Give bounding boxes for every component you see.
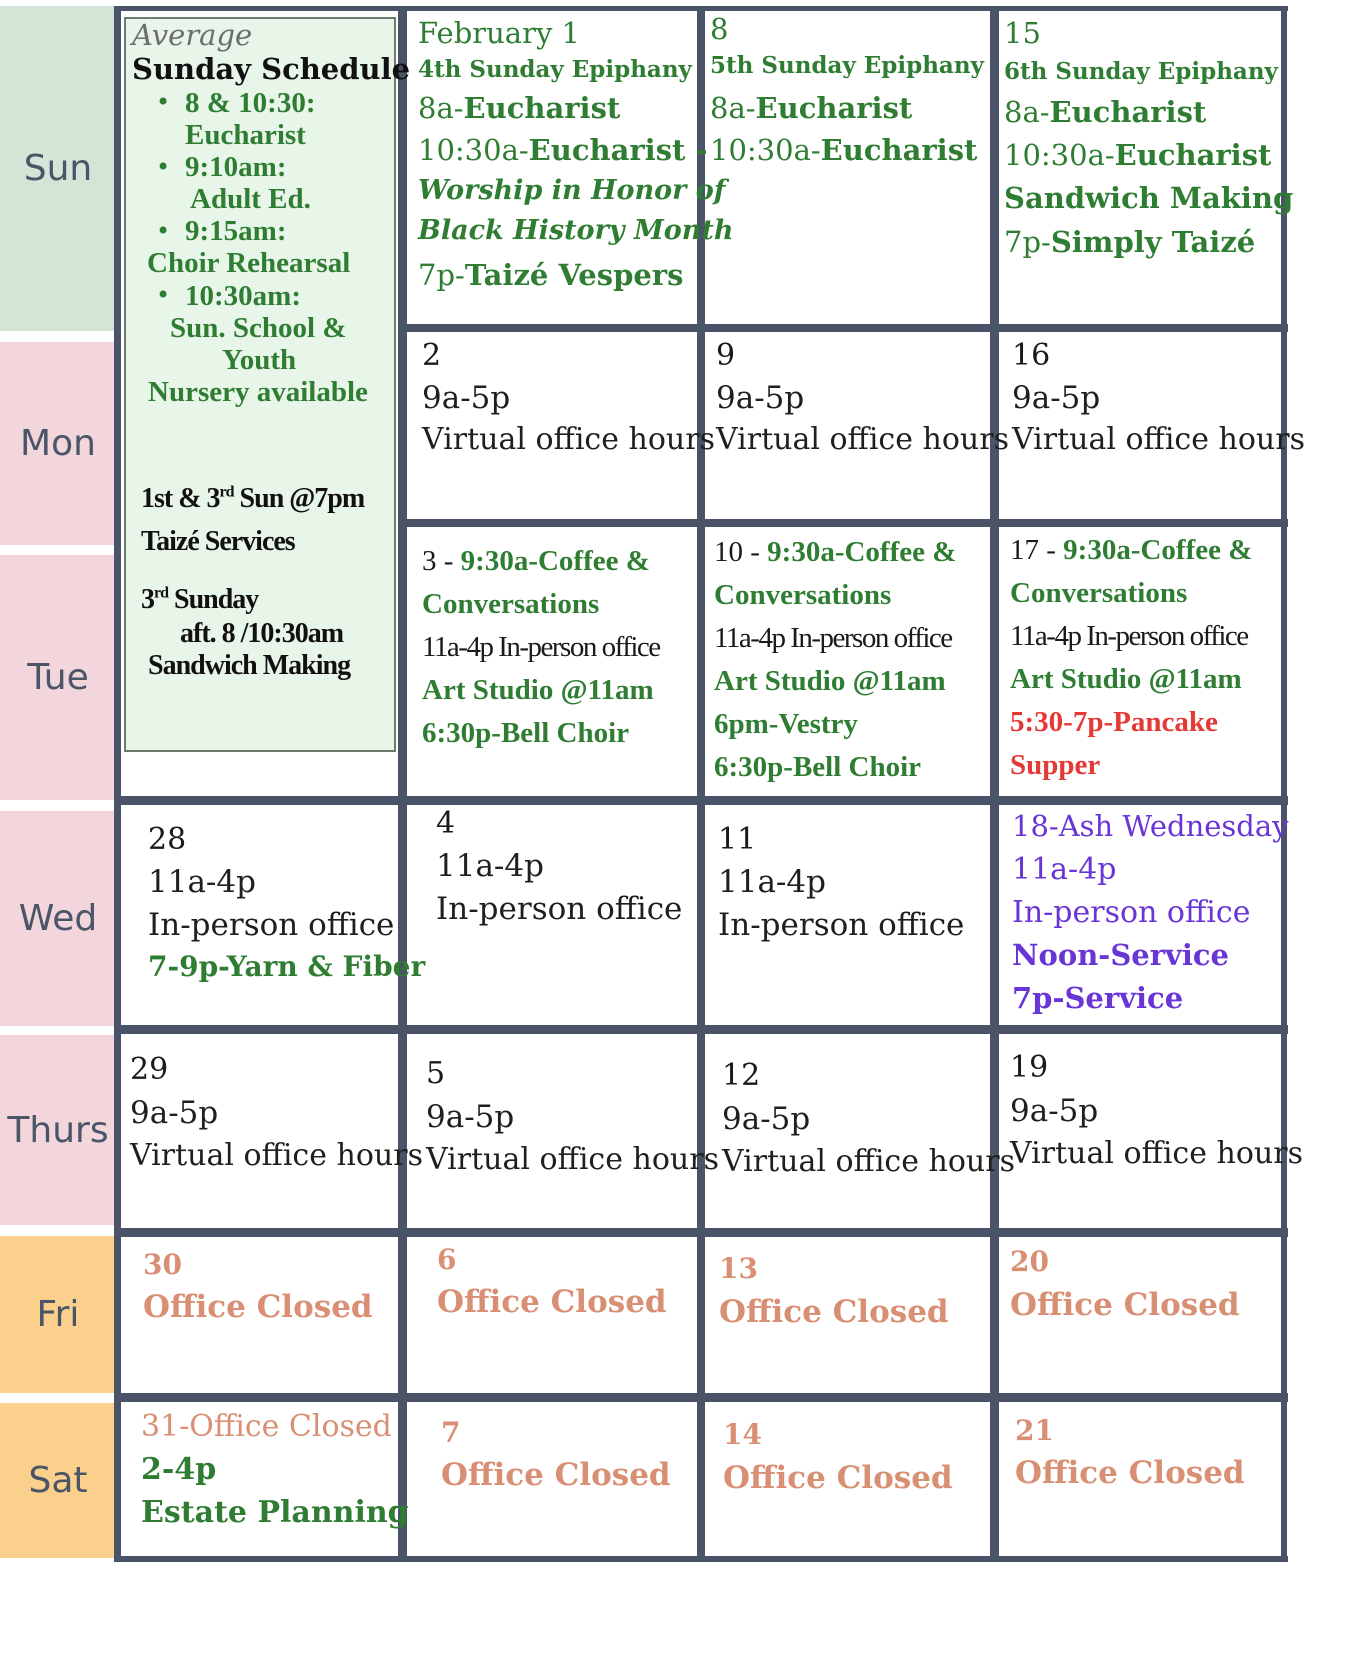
event-title: Eucharist [755, 91, 913, 125]
day-label-text: Sat [28, 1460, 88, 1501]
event-title: Virtual office hours [426, 1142, 719, 1177]
taize-post: Sun @7pm [233, 483, 365, 514]
event-title: In-person office [436, 891, 683, 927]
event-title: Conversations [422, 588, 600, 620]
event-time: 7p- [1004, 225, 1051, 259]
day-label-text: Mon [20, 423, 96, 464]
date-label: 9 [716, 338, 736, 373]
event-note: Worship in Honor of [418, 175, 726, 206]
grid-row-2 [407, 519, 1288, 527]
sunday-title: 6th Sunday Epiphany [1004, 58, 1278, 85]
grid-col-3 [990, 6, 999, 1562]
schedule-item-desc: Nursery available [148, 376, 368, 408]
event-line: 11a-4p In-person office [714, 622, 952, 654]
taize-services-label: Taizé Services [141, 526, 295, 557]
event-title: Eucharist [463, 91, 621, 125]
event-time: 9a-5p [422, 380, 511, 416]
date-label: 29 [130, 1052, 169, 1087]
day-label-wed [0, 811, 116, 1026]
event-title: Noon-Service [1012, 938, 1229, 972]
schedule-item-time: 8 & 10:30: [185, 87, 316, 119]
date-label: 12 [722, 1058, 761, 1093]
event-title: Conversations [1010, 577, 1188, 609]
sunday-title: 5th Sunday Epiphany [710, 52, 984, 79]
event-time: 10:30a- [1004, 138, 1115, 172]
day-label-text: Tue [27, 657, 89, 698]
event-time: 8a- [1004, 95, 1050, 129]
event-title: Virtual office hours [130, 1138, 423, 1173]
event-time: 9a-5p [1012, 380, 1101, 416]
schedule-item-desc: Eucharist [185, 119, 306, 151]
office-closed-label: Office Closed [723, 1460, 953, 1496]
event-title: 6pm-Vestry [714, 708, 858, 740]
schedule-item-desc: Youth [222, 344, 297, 376]
day-label-sat [0, 1403, 116, 1558]
schedule-item-time: 9:10am: [185, 151, 287, 183]
schedule-heading-average: Average [132, 18, 253, 52]
office-closed-label: Office Closed [1010, 1287, 1240, 1323]
date-label: 20 [1010, 1245, 1049, 1278]
event-line [1004, 95, 1206, 129]
event-time: 9a-5p [130, 1095, 219, 1131]
event-title: Eucharist [1049, 95, 1207, 129]
day-label-fri [0, 1236, 116, 1393]
event-title: 7-9p-Yarn & Fiber [148, 950, 426, 983]
date-label: 18-Ash Wednesday [1012, 809, 1289, 843]
date-label: 15 [1004, 16, 1041, 50]
event-time: 9a-5p [716, 380, 805, 416]
event-title: 9:30a-Coffee & [1063, 534, 1253, 566]
event-line [418, 91, 620, 125]
sandwich-post: Sunday [168, 584, 259, 615]
event-time: 10:30a- [418, 133, 529, 167]
date-label: 5 [426, 1056, 446, 1091]
event-time: 9a-5p [722, 1101, 811, 1137]
date-label: 14 [723, 1418, 762, 1451]
event-title: Supper [1010, 749, 1101, 781]
grid-row-4 [120, 1025, 1288, 1034]
bullet-icon: • [156, 153, 171, 181]
event-line [418, 133, 708, 167]
event-title: Art Studio @11am [422, 674, 654, 706]
date-label: 17 - [1010, 534, 1064, 566]
sandwich-time: aft. 8 /10:30am [180, 618, 344, 649]
event-title: In-person office [148, 907, 395, 943]
schedule-item-desc: Adult Ed. [190, 183, 311, 215]
event-time: 8a- [418, 91, 464, 125]
grid-col-1 [398, 6, 407, 1562]
event-title: In-person office [718, 907, 965, 943]
event-time: 11a-4p [1012, 852, 1117, 887]
office-closed-label: 31-Office Closed [141, 1409, 392, 1444]
bullet-icon: • [156, 281, 171, 309]
day-label-tue [0, 555, 116, 800]
event-line [710, 91, 912, 125]
day-label-mon [0, 342, 116, 545]
schedule-item-time: 9:15am: [185, 215, 287, 247]
office-closed-label: Office Closed [143, 1289, 373, 1325]
event-title: Virtual office hours [1012, 422, 1305, 457]
event-line: 11a-4p In-person office [1010, 620, 1248, 652]
day-label-text: Fri [36, 1294, 80, 1335]
event-title: 5:30-7p-Pancake [1010, 706, 1218, 738]
office-closed-label: Office Closed [437, 1284, 667, 1320]
event-title: Art Studio @11am [714, 665, 946, 697]
date-label: 6 [437, 1243, 457, 1276]
event-line [1004, 225, 1255, 259]
office-closed-label: Office Closed [441, 1457, 671, 1493]
event-line [1004, 138, 1271, 172]
day-label-text: Wed [18, 898, 98, 939]
event-note: Black History Month [418, 215, 734, 246]
date-label: 3 - [422, 545, 461, 577]
event-title: Simply Taizé [1050, 225, 1256, 259]
event-time: 8a- [710, 91, 756, 125]
event-title: Virtual office hours [722, 1144, 1015, 1179]
event-time: 2-4p [141, 1452, 217, 1487]
schedule-heading: Sunday Schedule [132, 52, 411, 86]
event-line [710, 133, 977, 167]
office-closed-label: Office Closed [1015, 1455, 1245, 1491]
date-label: 21 [1015, 1414, 1054, 1447]
grid-row-6 [120, 1393, 1288, 1402]
date-label: 10 - [714, 536, 768, 568]
date-label: 7 [441, 1416, 461, 1449]
taize-schedule-line [141, 484, 364, 513]
grid-row-1 [407, 324, 1288, 332]
event-time: 9a-5p [1010, 1093, 1099, 1129]
date-label: 2 [422, 338, 442, 373]
date-label: 13 [719, 1252, 758, 1285]
bullet-icon: • [156, 88, 171, 116]
event-title: Eucharist - [528, 133, 708, 167]
date-label: 16 [1012, 338, 1051, 373]
grid-outer-right [1281, 6, 1287, 1562]
event-line [418, 258, 683, 292]
event-time: 11a-4p [436, 848, 544, 884]
day-label-thu [0, 1035, 116, 1225]
event-title: Virtual office hours [1010, 1136, 1303, 1171]
grid-row-3 [120, 796, 1288, 805]
event-title: Virtual office hours [422, 422, 715, 457]
date-label: 19 [1010, 1050, 1049, 1085]
grid-outer-left [114, 6, 121, 1562]
event-title: Virtual office hours [716, 422, 1009, 457]
taize-sup: rd [219, 483, 234, 501]
day-label-sun [0, 6, 116, 331]
day-label-text: Thurs [7, 1109, 109, 1151]
event-line [1010, 534, 1252, 567]
event-title: 6:30p-Bell Choir [422, 717, 630, 749]
date-label: 4 [436, 806, 456, 841]
event-title: 9:30a-Coffee & [767, 536, 957, 568]
taize-pre: 1st & 3 [141, 483, 220, 514]
event-title: Estate Planning [141, 1495, 409, 1530]
sunday-title: 4th Sunday Epiphany [418, 56, 692, 83]
event-title: 9:30a-Coffee & [460, 545, 650, 577]
date-label: 11 [718, 822, 757, 857]
event-time: 11a-4p [148, 864, 256, 900]
office-closed-label: Office Closed [719, 1294, 949, 1330]
event-title: Eucharist [820, 133, 978, 167]
event-line: 11a-4p In-person office [422, 631, 660, 663]
sandwich-label: Sandwich Making [148, 650, 351, 681]
event-line [714, 536, 956, 569]
event-title: 7p-Service [1012, 981, 1184, 1015]
event-time: 9a-5p [426, 1099, 515, 1135]
event-title: Taizé Vespers [464, 258, 684, 292]
event-title: Sandwich Making [1004, 181, 1294, 215]
sandwich-pre: 3 [141, 584, 154, 615]
schedule-item-desc: Sun. School & [170, 312, 347, 344]
date-label: 28 [148, 822, 187, 857]
event-time: 10:30a- [710, 133, 821, 167]
date-label: 8 [710, 12, 729, 46]
event-title: In-person office [1012, 895, 1251, 930]
sandwich-sup: rd [154, 584, 168, 602]
grid-row-5 [120, 1228, 1288, 1237]
event-time: 7p- [418, 258, 465, 292]
schedule-item-desc: Choir Rehearsal [147, 247, 351, 279]
event-time: 11a-4p [718, 864, 826, 900]
event-title: Art Studio @11am [1010, 663, 1242, 695]
day-label-text: Sun [23, 148, 93, 189]
event-line [422, 545, 650, 578]
date-label: 30 [143, 1248, 182, 1281]
sandwich-schedule-line [141, 585, 258, 614]
bullet-icon: • [156, 217, 171, 245]
event-title: Conversations [714, 579, 892, 611]
event-title: Eucharist [1114, 138, 1272, 172]
date-label: February 1 [418, 16, 581, 50]
event-title: 6:30p-Bell Choir [714, 751, 922, 783]
schedule-item-time: 10:30am: [185, 280, 301, 312]
